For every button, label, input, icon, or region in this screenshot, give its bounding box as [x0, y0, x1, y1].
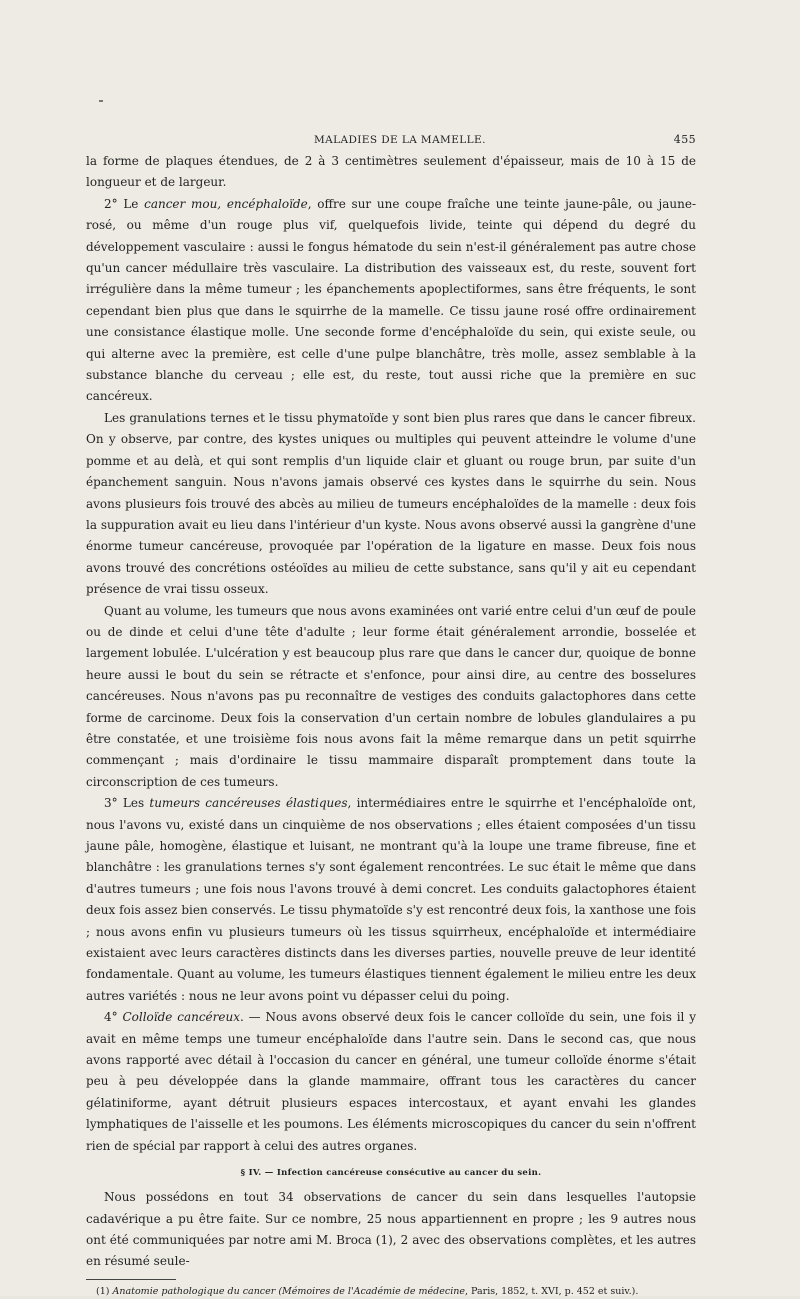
- footnote: [86, 1285, 696, 1299]
- italic-term: tumeurs cancéreuses élastiques: [149, 796, 348, 811]
- section-heading: § IV. — Infection cancéreuse consécutive au cancer du sein.: [240, 1168, 542, 1179]
- text-column: [86, 133, 696, 1299]
- running-title: MALADIES DE LA MAMELLE.: [313, 134, 486, 146]
- footnote-title: Anatomie pathologique du cancer: [112, 1285, 276, 1297]
- running-header: [86, 133, 696, 151]
- paragraph: [86, 194, 696, 408]
- paragraph: [86, 1007, 696, 1157]
- body-text: [86, 151, 696, 1273]
- italic-term: cancer mou, encéphaloïde: [144, 196, 308, 211]
- text-run: 4°: [104, 1010, 123, 1025]
- scan-speck: [99, 100, 103, 102]
- footnote-rule: [86, 1279, 176, 1280]
- paragraph-list: [86, 151, 696, 1157]
- paragraph: [86, 151, 696, 194]
- text-run: , intermédiaires entre le squirrhe et l'encéphaloïde ont, nous l'avons vu, existé dans un cinquième de nos observations ; elles étaient composées d'un tissu jaune pâle, homogène, élastique et luisant, ne montrant qu'à la loupe une trame fibreuse, fine et blanchâtre : les granulations ternes s'y sont également rencontrées. Le suc était le même que dans d'autres tumeurs ; une fois nous l'avons trouvé à demi concret. Les conduits galactophores étaient deux fois assez bien conservés. Le tissu phymatoïde s'y est rencontré deux fois, la xanthose une fois ; nous avons enfin vu plusieurs tumeurs où les tissus squirrheux, encéphaloïde et intermédiaire existaient avec leurs caractères distincts dans les diverses parties, nouvelle preuve de leur identité fondamentale. Quant au volume, les tumeurs élastiques tiennent également le milieu entre les deux autres variétés : nous ne leur avons point vu dépasser celui du poing.: [86, 796, 697, 1003]
- footnote-source: (Mémoires de l'Académie de médecine: [278, 1285, 465, 1297]
- page-number: 455: [673, 133, 696, 146]
- closing-paragraph: Nous possédons en tout 34 observations de cancer du sein dans lesquelles l'autopsie cadavérique a pu être faite. Sur ce nombre, 25 nous appartiennent en propre ; les 9 autres nous ont été communiquées par notre ami M. Broca (1), 2 avec des observations complètes, et les autres en résumé seule-: [86, 1190, 696, 1269]
- text-run: . — Nous avons observé deux fois le cancer colloïde du sein, une fois il y avait en même temps une tumeur encéphaloïde dans l'autre sein. Dans le second cas, que nous avons rapporté avec détail à l'occasion du cancer en général, une tumeur colloïde énorme s'était peu à peu développée dans la glande mammaire, offrant tous les caractères du cancer gélatiniforme, ayant détruit plusieurs espaces intercostaux, et ayant envahi les glandes lymphatiques de l'aisselle et les poumons. Les éléments microscopiques du cancer du sein n'offrent rien de spécial par rapport à celui des autres organes.: [86, 1010, 696, 1153]
- paragraph: [86, 793, 696, 1007]
- text-run: la forme de plaques étendues, de 2 à 3 centimètres seulement d'épaisseur, mais de 10 à 15 de longueur et de largeur.: [86, 154, 696, 190]
- italic-term: Colloïde cancéreux: [122, 1010, 240, 1025]
- paragraph: [86, 601, 696, 794]
- text-run: Les granulations ternes et le tissu phymatoïde y sont bien plus rares que dans le cancer fibreux. On y observe, par contre, des kystes uniques ou multiples qui peuvent atteindre le volume d'une pomme et au delà, et qui sont remplis d'un liquide clair et gluant ou rouge brun, par suite d'un épanchement sanguin. Nous n'avons jamais observé ces kystes dans le squirrhe du sein. Nous avons plusieurs fois trouvé des abcès au milieu de tumeurs encéphaloïdes de la mamelle : deux fois la suppuration avait eu lieu dans l'intérieur d'un kyste. Nous avons observé aussi la gangrène d'une énorme tumeur cancéreuse, provoquée par l'opération de la ligature en masse. Deux fois nous avons trouvé des concrétions ostéoïdes au milieu de cette substance, sans qu'il y ait eu cependant présence de vrai tissu osseux.: [86, 410, 696, 597]
- text-run: Quant au volume, les tumeurs que nous avons examinées ont varié entre celui d'un œuf de poule ou de dinde et celui d'une tête d'adulte ; leur forme était généralement arrondie, bosselée et largement lobulée. L'ulcération y est beaucoup plus rare que dans le cancer dur, quoique de bonne heure aussi le bout du sein se rétracte et s'enfonce, pour ainsi dire, au centre des bosselures cancéreuses. Nous n'avons pas pu reconnaître de vestiges des conduits galactophores dans cette forme de carcinome. Deux fois la conservation d'un certain nombre de lobules glandulaires a pu être constatée, et une troisième fois nous avons fait la même remarque dans un petit squirrhe commençant ; mais d'ordinaire le tissu mammaire disparaît promptement dans toute la circonscription de ces tumeurs.: [86, 603, 696, 789]
- text-run: 2° Le: [104, 196, 145, 211]
- text-run: , offre sur une coupe fraîche une teinte jaune-pâle, ou jaune-rosé, ou même d'un rouge plus vif, quelquefois livide, teinte qui dépend du degré du développement vasculaire : aussi le fongus hématode du sein n'est-il généralement pas autre chose qu'un cancer médullaire très vasculaire. La distribution des vaisseaux est, du reste, souvent fort irrégulière dans la même tumeur ; les épanchements apoplectiformes, sans être fréquents, le sont cependant bien plus que dans le squirrhe de la mamelle. Ce tissu jaune rosé offre ordinairement une consistance élastique molle. Une seconde forme d'encéphaloïde du sein, qui existe seule, ou qui alterne avec la première, est celle d'une pulpe blanchâtre, très molle, assez semblable à la substance blanche du cerveau ; elle est, du reste, tout aussi riche que la première en suc cancéreux.: [86, 196, 696, 404]
- footnote-rest: , Paris, 1852, t. XVI, p. 452 et suiv.).: [464, 1285, 639, 1297]
- footnote-marker: (1): [96, 1285, 110, 1297]
- paragraph: [86, 408, 696, 601]
- text-run: 3° Les: [104, 796, 150, 811]
